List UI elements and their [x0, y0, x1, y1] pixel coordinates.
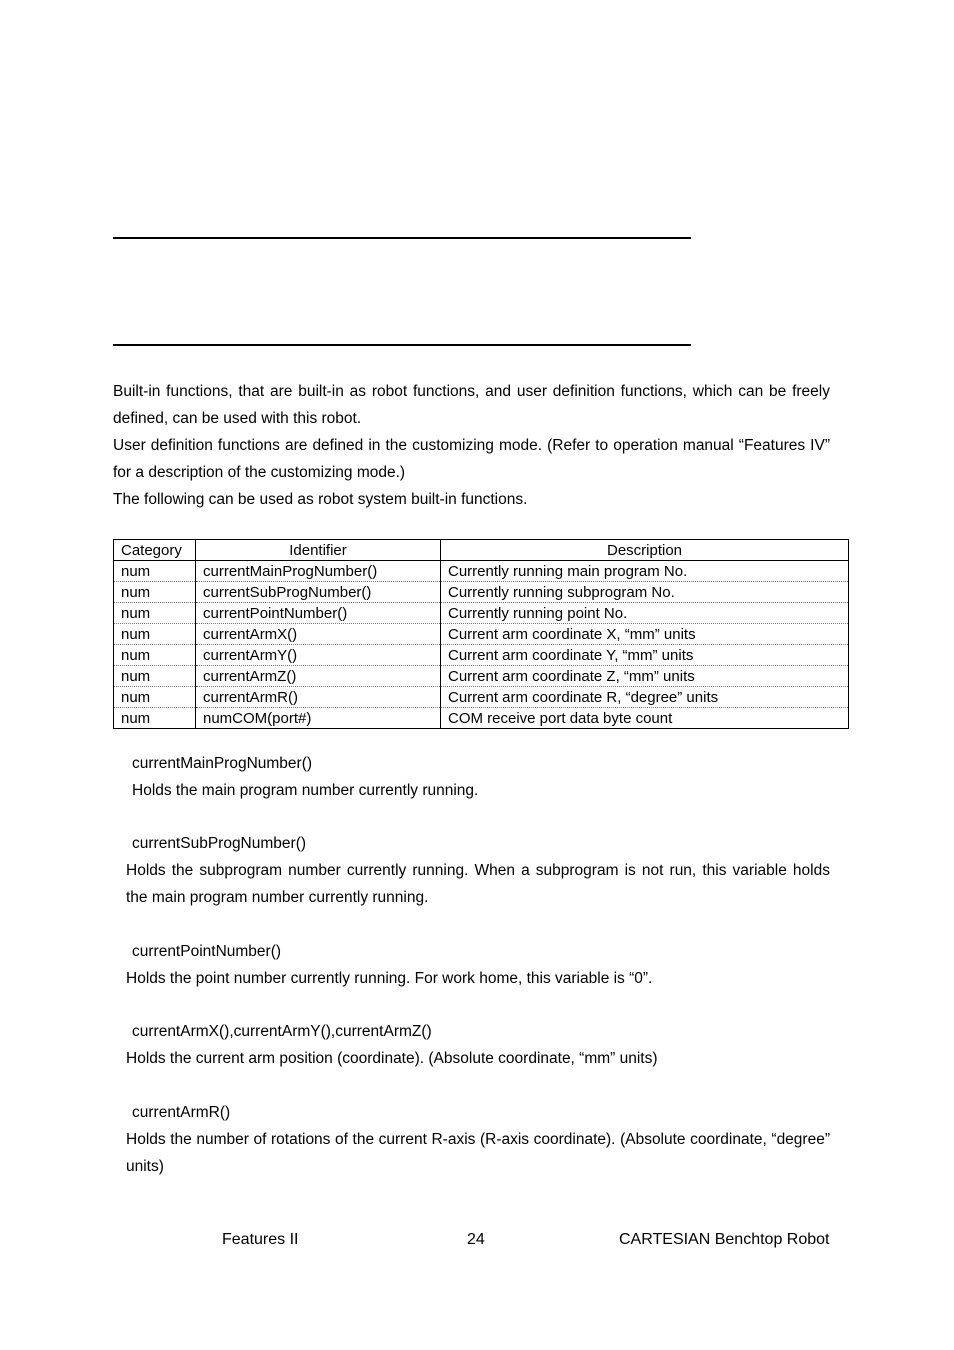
cell-category: num — [114, 603, 196, 624]
top-divider — [113, 237, 691, 239]
function-description: Holds the current arm position (coordinate). (Absolute coordinate, “mm” units) — [126, 1050, 658, 1067]
footer-product-name: CARTESIAN Benchtop Robot — [619, 1231, 830, 1248]
cell-identifier: currentArmR() — [196, 687, 441, 708]
function-description: Holds the point number currently running. For work home, this variable is “0”. — [126, 970, 653, 987]
function-description: Holds the main program number currently running. — [132, 782, 479, 799]
cell-category: num — [114, 624, 196, 645]
section-current-point-number — [113, 938, 830, 992]
header-category: Category — [114, 540, 196, 561]
footer-manual-name: Features II — [222, 1231, 299, 1248]
builtin-functions-table — [113, 539, 849, 729]
cell-identifier: numCOM(port#) — [196, 708, 441, 729]
table-row — [114, 708, 849, 729]
table-header-row — [114, 540, 849, 561]
cell-category: num — [114, 582, 196, 603]
header-identifier: Identifier — [196, 540, 441, 561]
table-row — [114, 582, 849, 603]
cell-category: num — [114, 645, 196, 666]
table-row — [114, 603, 849, 624]
function-name: currentMainProgNumber() — [132, 755, 313, 772]
cell-description: Currently running point No. — [441, 603, 849, 624]
cell-identifier: currentArmY() — [196, 645, 441, 666]
cell-description: Current arm coordinate X, “mm” units — [441, 624, 849, 645]
cell-description: Currently running subprogram No. — [441, 582, 849, 603]
section-current-arm-xyz — [113, 1018, 830, 1072]
cell-description: Current arm coordinate Y, “mm” units — [441, 645, 849, 666]
cell-identifier: currentMainProgNumber() — [196, 561, 441, 582]
cell-identifier: currentArmX() — [196, 624, 441, 645]
function-description: Holds the number of rotations of the current R-axis (R-axis coordinate). (Absolute coordinate, “degree” units) — [126, 1131, 830, 1175]
section-current-arm-r — [113, 1099, 830, 1180]
cell-category: num — [114, 561, 196, 582]
table-row — [114, 666, 849, 687]
cell-description: COM receive port data byte count — [441, 708, 849, 729]
bottom-divider — [113, 344, 691, 346]
function-name: currentArmR() — [132, 1104, 231, 1121]
footer-page-number: 24 — [467, 1231, 485, 1248]
cell-identifier: currentSubProgNumber() — [196, 582, 441, 603]
section-current-main-prog-number — [113, 750, 830, 804]
cell-category: num — [114, 666, 196, 687]
cell-description: Current arm coordinate Z, “mm” units — [441, 666, 849, 687]
cell-identifier: currentPointNumber() — [196, 603, 441, 624]
function-name: currentSubProgNumber() — [132, 835, 307, 852]
cell-category: num — [114, 687, 196, 708]
intro-paragraph-2: User definition functions are defined in the customizing mode. (Refer to operation manual “Features IV” for a description of the customizing mode.) — [113, 437, 830, 481]
function-name: currentArmX(),currentArmY(),currentArmZ() — [132, 1023, 432, 1040]
cell-identifier: currentArmZ() — [196, 666, 441, 687]
cell-category: num — [114, 708, 196, 729]
cell-description: Currently running main program No. — [441, 561, 849, 582]
table-row — [114, 624, 849, 645]
section-current-sub-prog-number — [113, 830, 830, 911]
table-row — [114, 561, 849, 582]
header-description: Description — [441, 540, 849, 561]
cell-description: Current arm coordinate R, “degree” units — [441, 687, 849, 708]
function-description: Holds the subprogram number currently running. When a subprogram is not run, this variable holds the main program number currently running. — [126, 862, 830, 906]
table-row — [114, 687, 849, 708]
intro-text — [113, 378, 830, 513]
intro-paragraph-3: The following can be used as robot system built-in functions. — [113, 491, 528, 508]
function-name: currentPointNumber() — [132, 943, 282, 960]
table-row — [114, 645, 849, 666]
intro-paragraph-1: Built-in functions, that are built-in as robot functions, and user definition functions, which can be freely defined, can be used with this robot. — [113, 383, 830, 427]
